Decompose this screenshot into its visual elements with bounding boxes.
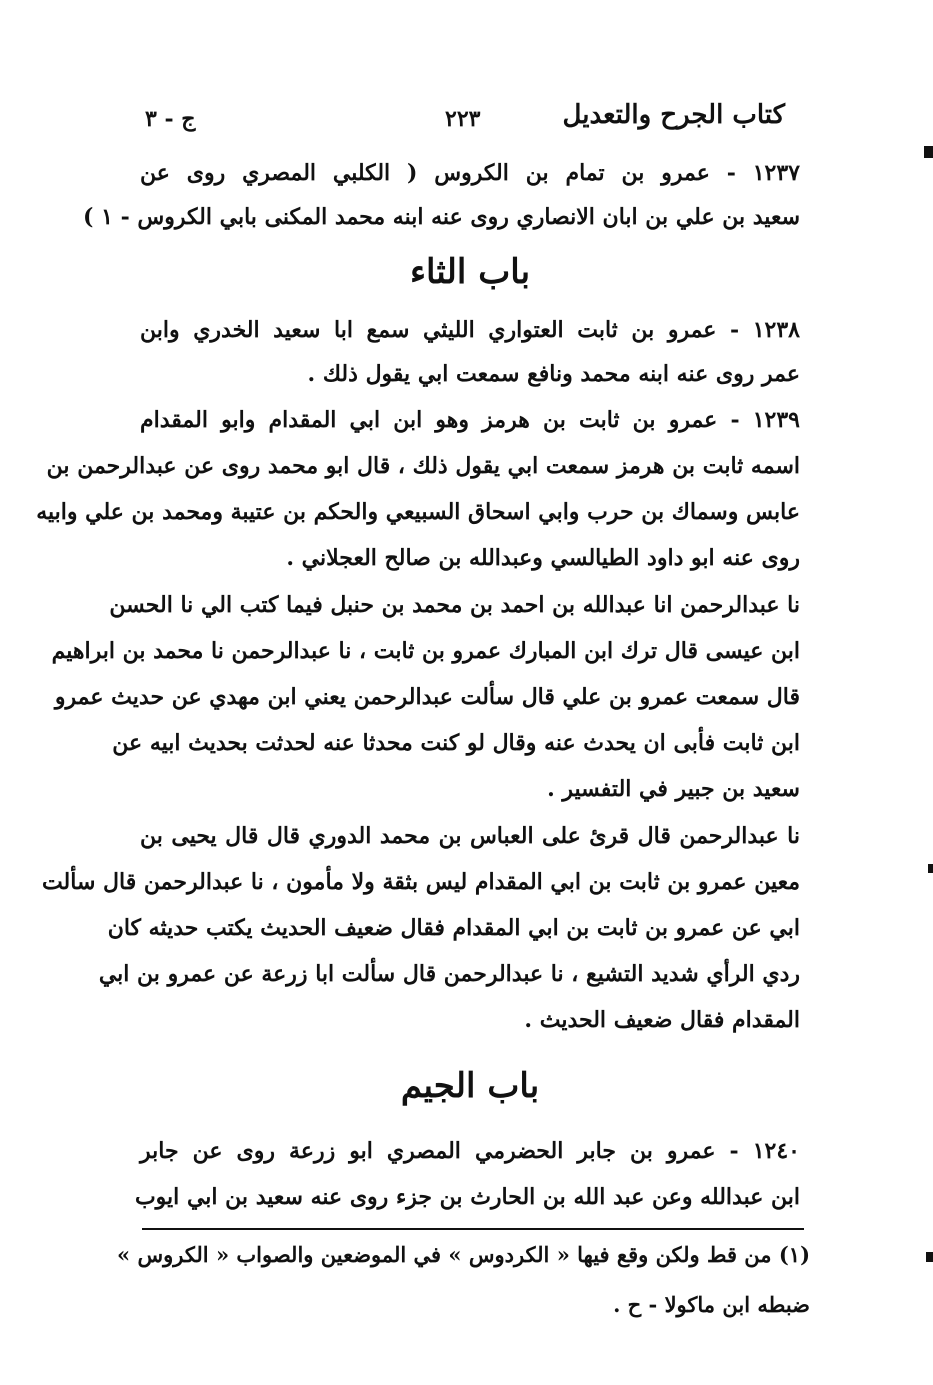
section-heading: باب الجيم	[400, 1066, 540, 1106]
text-line: ابن عبدالله وعن عبد الله بن الحارث بن جزء روى عنه سعيد بن ابي ايوب	[134, 1184, 800, 1210]
footnote-divider	[142, 1228, 804, 1230]
text-line: سعيد بن جبير في التفسير .	[547, 776, 800, 802]
text-line: ابن ثابت فأبى ان يحدث عنه وقال لو كنت محدثا عنه لحدثت بحديث ابيه عن	[112, 730, 800, 756]
text-line: ١٢٣٧ - عمرو بن تمام بن الكروس ( الكلبي المصري روى عن	[140, 160, 800, 186]
footnote-line: (١) من قط ولكن وقع فيها « الكردوس » في الموضعين والصواب « الكروس »	[117, 1242, 810, 1267]
text-line: عمر روى عنه ابنه محمد ونافع سمعت ابي يقول ذلك .	[307, 361, 800, 387]
text-line: ١٢٣٨ - عمرو بن ثابت العتواري الليثي سمع ابا سعيد الخدري وابن	[140, 317, 800, 343]
footnote-line: ضبطه ابن ماكولا - ح .	[613, 1292, 810, 1317]
text-line: معين عمرو بن ثابت بن ابي المقدام ليس بثقة ولا مأمون ، نا عبدالرحمن قال سألت	[41, 869, 800, 895]
book-title: كتاب الجرح والتعديل	[562, 100, 785, 130]
page-number: ٢٢٣	[445, 106, 481, 132]
section-heading: باب الثاء	[409, 252, 531, 292]
text-line: ١٢٤٠ - عمرو بن جابر الحضرمي المصري ابو زرعة روى عن جابر	[140, 1138, 800, 1164]
volume-number: ج - ٣	[145, 106, 196, 132]
text-line: اسمه ثابت بن هرمز سمعت ابي يقول ذلك ، قال ابو محمد روى عن عبدالرحمن بن	[46, 453, 800, 479]
page-header	[145, 100, 785, 140]
text-line: روى عنه ابو داود الطيالسي وعبدالله بن صالح العجلاني .	[286, 545, 800, 571]
text-line: قال سمعت عمرو بن علي قال سألت عبدالرحمن يعني ابن مهدي عن حديث عمرو	[54, 684, 800, 710]
scan-mark	[924, 146, 933, 158]
text-line: ١٢٣٩ - عمرو بن ثابت بن هرمز وهو ابن ابي المقدام وابو المقدام	[140, 407, 800, 433]
scan-mark	[926, 1252, 933, 1262]
text-line: ابي عن عمرو بن ثابت بن ابي المقدام فقال ضعيف الحديث يكتب حديثه كان	[107, 915, 800, 941]
text-line: عابس وسماك بن حرب وابي اسحاق السبيعي والحكم بن عتيبة ومحمد بن علي وابيه	[36, 499, 800, 525]
text-line: ردي الرأي شديد التشيع ، نا عبدالرحمن قال سألت ابا زرعة عن عمرو بن ابي	[98, 961, 800, 987]
text-line: نا عبدالرحمن قال قرئ على العباس بن محمد الدوري قال قال يحيى بن	[140, 823, 800, 849]
text-line: سعيد بن علي بن ابان الانصاري روى عنه ابنه محمد المكنى بابي الكروس - ١ )	[83, 204, 800, 230]
text-line: ابن عيسى قال ترك ابن المبارك عمرو بن ثابت ، نا عبدالرحمن نا محمد بن ابراهيم	[51, 638, 800, 664]
text-line: المقدام فقال ضعيف الحديث .	[524, 1007, 800, 1033]
scan-mark	[928, 864, 933, 873]
text-line: نا عبدالرحمن انا عبدالله بن احمد بن محمد بن حنبل فيما كتب الي نا الحسن	[109, 592, 800, 618]
